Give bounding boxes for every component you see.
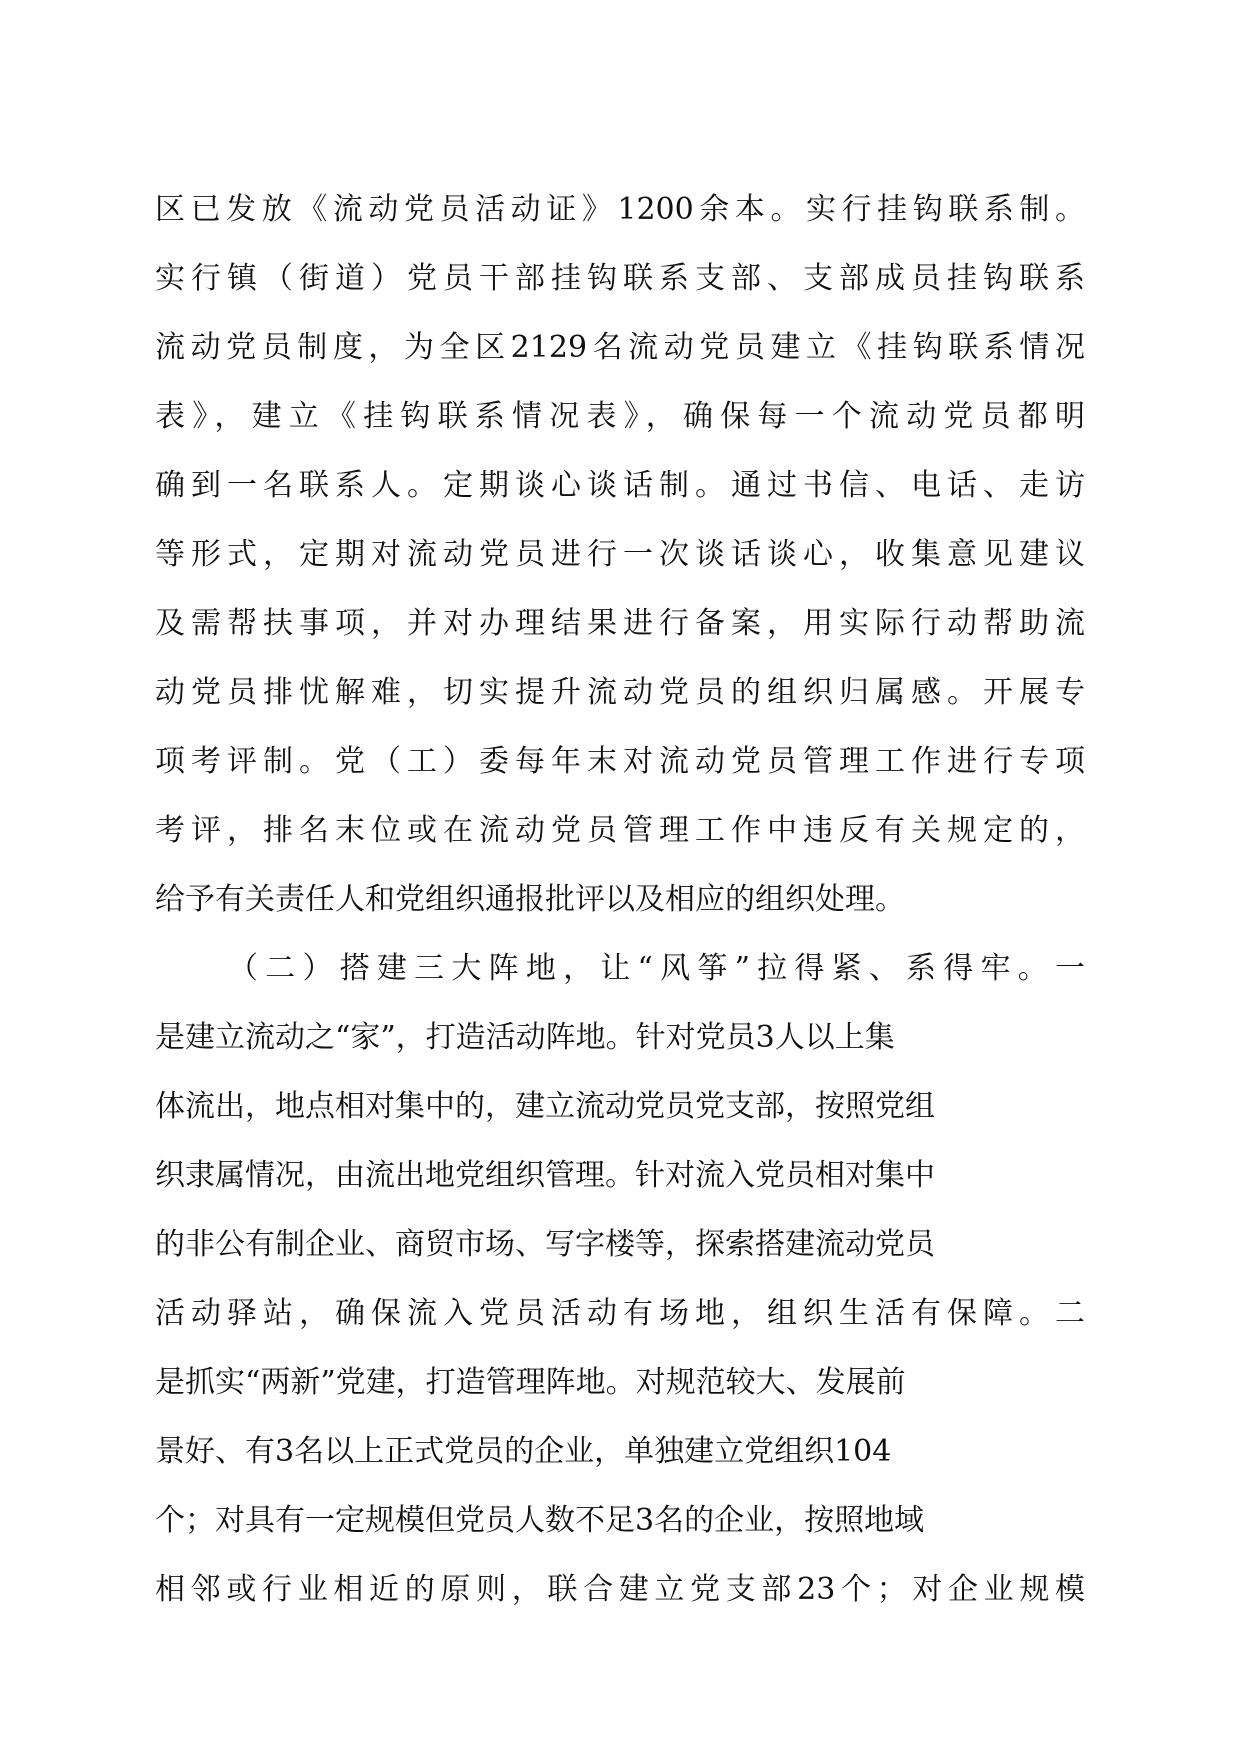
- text-line: 区已发放《流动党员活动证》1200余本。实行挂钩联系制。: [155, 192, 1085, 227]
- text-line: 及需帮扶事项，并对办理结果进行备案，用实际行动帮助流: [155, 606, 1085, 641]
- text-line: 实行镇（街道）党员干部挂钩联系支部、支部成员挂钩联系: [155, 261, 1085, 296]
- text-line: 的非公有制企业、商贸市场、写字楼等，探索搭建流动党员: [155, 1227, 935, 1262]
- text-line: 考评，排名末位或在流动党员管理工作中违反有关规定的，: [155, 813, 1085, 848]
- text-line: 是抓实“两新”党建，打造管理阵地。对规范较大、发展前: [155, 1365, 906, 1400]
- text-line: 个；对具有一定规模但党员人数不足3名的企业，按照地域: [155, 1503, 925, 1538]
- text-line: 织隶属情况，由流出地党组织管理。针对流入党员相对集中: [155, 1158, 935, 1193]
- text-line: 确到一名联系人。定期谈心谈话制。通过书信、电话、走访: [155, 468, 1085, 503]
- text-line: 表》，建立《挂钩联系情况表》，确保每一个流动党员都明: [155, 399, 1085, 434]
- text-line: 等形式，定期对流动党员进行一次谈话谈心，收集意见建议: [155, 537, 1085, 572]
- text-line: 流动党员制度，为全区2129名流动党员建立《挂钩联系情况: [155, 330, 1085, 365]
- text-line: 相邻或行业相近的原则，联合建立党支部23个；对企业规模: [155, 1572, 1085, 1607]
- text-line: 活动驿站，确保流入党员活动有场地，组织生活有保障。二: [155, 1296, 1085, 1331]
- text-line: 动党员排忧解难，切实提升流动党员的组织归属感。开展专: [155, 675, 1085, 710]
- text-line: 项考评制。党（工）委每年末对流动党员管理工作进行专项: [155, 744, 1085, 779]
- text-line: 体流出，地点相对集中的，建立流动党员党支部，按照党组: [155, 1089, 935, 1124]
- section-heading-line: （二）搭建三大阵地，让“风筝”拉得紧、系得牢。一: [228, 951, 1085, 986]
- text-line: 是建立流动之“家”，打造活动阵地。针对党员3人以上集: [155, 1020, 895, 1055]
- text-line: 景好、有3名以上正式党员的企业，单独建立党组织104: [155, 1434, 892, 1469]
- paragraph-last-line: 给予有关责任人和党组织通报批评以及相应的组织处理。: [155, 882, 905, 917]
